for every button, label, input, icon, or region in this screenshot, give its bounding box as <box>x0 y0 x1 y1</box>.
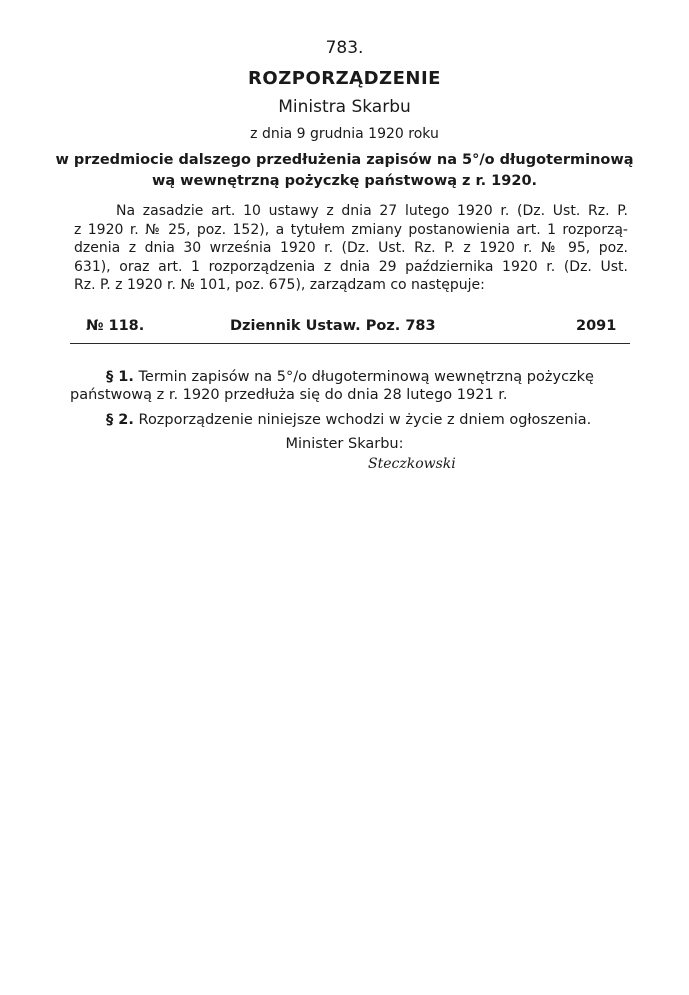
preamble-paragraph <box>74 202 628 295</box>
section-mark: § 2. <box>106 412 134 428</box>
date-line: z dnia 9 grudnia 1920 roku <box>250 126 439 142</box>
paragraph-line: dzenia z dnia 30 września 1920 r. (Dz. Ust. Rz. P. z 1920 r. № 95, poz. <box>74 240 628 256</box>
document-title: ROZPORZĄDZENIE <box>248 68 441 89</box>
paragraph-line: Rz. P. z 1920 r. № 101, poz. 675), zarządzam co następuje: <box>74 277 485 293</box>
section-text: Termin zapisów na 5°/o długoterminową wewnętrzną pożyczkę <box>138 369 594 385</box>
header-rule <box>70 343 630 344</box>
section-2 <box>106 412 591 428</box>
paragraph-line: z 1920 r. № 25, poz. 152), a tytułem zmiany postanowienia art. 1 rozporzą- <box>74 221 628 238</box>
paragraph-line: 631), oraz art. 1 rozporządzenia z dnia 29 października 1920 r. (Dz. Ust. <box>74 258 628 275</box>
page-number: 783. <box>325 38 364 58</box>
issuer: Ministra Skarbu <box>278 97 411 117</box>
signatory-title: Minister Skarbu: <box>285 436 404 452</box>
journal-title: Dziennik Ustaw. Poz. 783 <box>230 318 436 334</box>
section-1-continuation: państwową z r. 1920 przedłuża się do dnia 28 lutego 1921 r. <box>70 387 508 403</box>
section-text: Rozporządzenie niniejsze wchodzi w życie z dniem ogłoszenia. <box>138 412 592 428</box>
journal-page-number: 2091 <box>576 318 617 334</box>
issue-number: № 118. <box>86 318 145 334</box>
signatory-name: Steczkowski <box>368 456 456 472</box>
subject-line-2: wą wewnętrzną pożyczkę państwową z r. 1920. <box>151 173 538 189</box>
section-mark: § 1. <box>106 369 134 385</box>
subject-line-1: w przedmiocie dalszego przedłużenia zapisów na 5°/o długoterminową <box>55 152 634 168</box>
paragraph-line: Na zasadzie art. 10 ustawy z dnia 27 lutego 1920 r. (Dz. Ust. Rz. P. <box>116 203 628 219</box>
section-1 <box>106 369 594 385</box>
